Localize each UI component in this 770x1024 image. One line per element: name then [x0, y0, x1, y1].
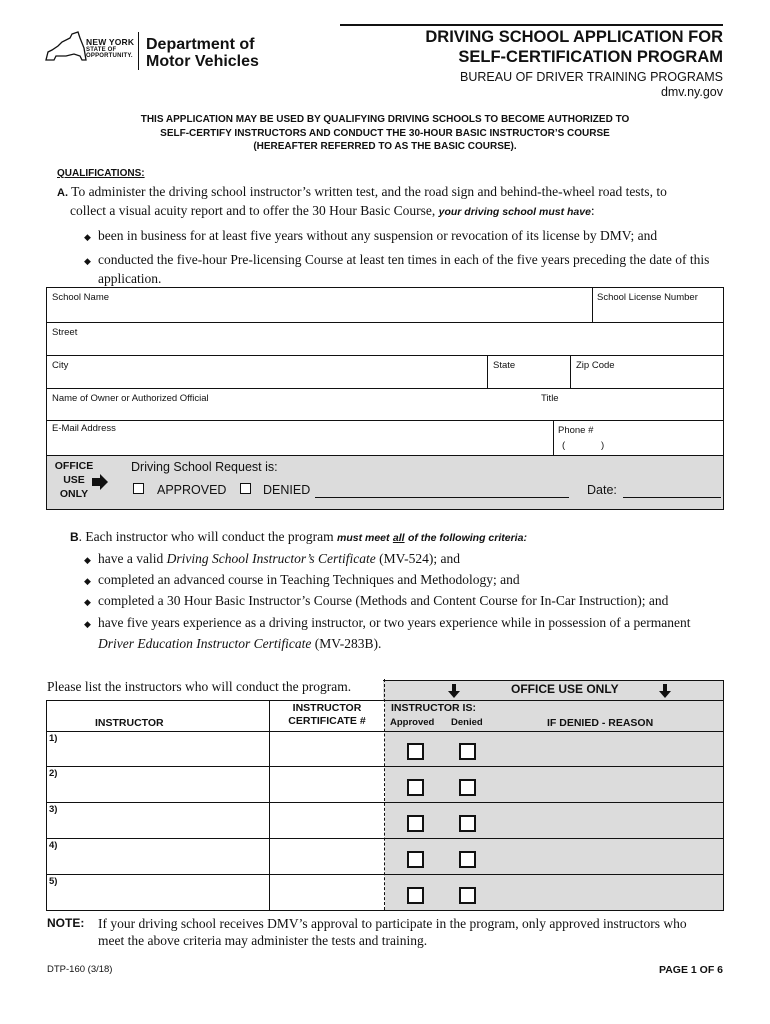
diamond-bullet-icon: ◆ — [84, 232, 91, 242]
new-york-state-map-icon — [44, 30, 88, 64]
diamond-bullet-icon: ◆ — [84, 619, 91, 629]
form-id: DTP-160 (3/18) — [47, 964, 113, 975]
logo-dmv-name: Department of Motor Vehicles — [146, 36, 259, 70]
page-title: DRIVING SCHOOL APPLICATION FOR SELF-CERTIFICATION PROGRAM — [425, 28, 723, 66]
denied-label: DENIED — [263, 483, 311, 497]
qualification-a: A. To administer the driving school instructor’s written test, and the road sign and behind-the-wheel road tests, to collect a visual acuity report and to offer the 30 Hour Basic Course, your driving school must have: — [57, 184, 667, 218]
qualification-a-bullet-2: ◆ conducted the five-hour Pre-licensing Course at least ten times in each of the five years preceding the date of this application. — [84, 252, 710, 286]
note-text: If your driving school receives DMV’s approval to participate in the program, only approved instructors who meet the above criteria may administer the tests and training. — [98, 916, 687, 948]
instructor-table — [46, 700, 724, 911]
office-use-label: OFFICE USE ONLY — [54, 460, 94, 500]
website-link[interactable]: dmv.ny.gov — [660, 85, 723, 99]
col-certificate: INSTRUCTOR CERTIFICATE # — [288, 702, 366, 727]
denied-reason-line[interactable] — [315, 497, 569, 498]
office-use-title: OFFICE USE ONLY — [511, 682, 619, 696]
street-field[interactable]: Street — [52, 327, 78, 338]
request-label: Driving School Request is: — [131, 460, 278, 474]
denied-checkbox[interactable] — [240, 483, 251, 494]
zip-code-field[interactable]: Zip Code — [576, 360, 615, 371]
approved-label: APPROVED — [157, 483, 227, 497]
bureau-name: BUREAU OF DRIVER TRAINING PROGRAMS — [460, 70, 723, 84]
approved-checkbox[interactable] — [133, 483, 144, 494]
office-use-row — [47, 456, 723, 509]
col-status: INSTRUCTOR IS: — [391, 702, 476, 714]
logo-state-text: NEW YORK STATE OF OPPORTUNITY. — [86, 37, 135, 59]
approved-checkbox-1[interactable] — [407, 743, 424, 760]
diamond-bullet-icon: ◆ — [84, 555, 91, 565]
col-reason: IF DENIED - REASON — [547, 717, 654, 729]
qualification-b-bullet-3: ◆ completed a 30 Hour Basic Instructor’s Course (Methods and Content Course for In-Car Instruction); and — [84, 592, 724, 611]
table-row[interactable]: 3) — [49, 804, 58, 815]
row-owner — [47, 389, 723, 421]
page-number: PAGE 1 OF 6 — [659, 964, 723, 976]
qualifications-heading: QUALIFICATIONS: — [57, 168, 145, 179]
arrow-down-icon — [448, 684, 460, 698]
state-field[interactable]: State — [493, 360, 516, 371]
intro-statement: THIS APPLICATION MAY BE USED BY QUALIFYING DRIVING SCHOOLS TO BECOME AUTHORIZED TO SELF-CERTIFY INSTRUCTORS AND CONDUCT THE 30-HOUR BASIC INSTRUCTOR’S COURSE (HEREAFTER REFERRED TO AS THE BASIC COURSE). — [140, 114, 630, 152]
owner-name-field[interactable]: Name of Owner or Authorized Official — [52, 393, 209, 404]
date-label: Date: — [587, 483, 617, 497]
table-row[interactable]: 2) — [49, 768, 58, 779]
diamond-bullet-icon: ◆ — [84, 256, 91, 266]
diamond-bullet-icon: ◆ — [84, 576, 91, 586]
qualification-b-bullet-1: ◆ have a valid Driving School Instructor’s Certificate (MV-524); and — [84, 550, 724, 569]
arrow-right-icon — [91, 474, 109, 490]
approved-checkbox-4[interactable] — [407, 851, 424, 868]
denied-checkbox-4[interactable] — [459, 851, 476, 868]
denied-checkbox-5[interactable] — [459, 887, 476, 904]
arrow-down-icon — [659, 684, 671, 698]
row-city — [47, 356, 723, 389]
qualification-a-bullet-1: ◆ been in business for at least five years without any suspension or revocation of its license by DMV; and — [84, 227, 724, 246]
logo-divider — [138, 32, 139, 70]
instructor-prompt: Please list the instructors who will conduct the program. — [47, 679, 352, 694]
col-denied: Denied — [451, 717, 483, 728]
row-email: E-Mail Address Phone # ( ) — [47, 421, 723, 456]
diamond-bullet-icon: ◆ — [84, 597, 91, 607]
office-use-header — [383, 680, 724, 700]
approved-checkbox-3[interactable] — [407, 815, 424, 832]
bureau-info — [460, 70, 723, 100]
school-license-field[interactable]: School License Number — [597, 292, 698, 303]
approved-checkbox-2[interactable] — [407, 779, 424, 796]
denied-checkbox-1[interactable] — [459, 743, 476, 760]
qualification-b-bullet-4: ◆ have five years experience as a driving instructor, or two years experience while in possession of a permanent Driver Education Instructor Certificate (MV-283B). — [84, 615, 691, 651]
header-rule — [340, 24, 723, 26]
col-instructor: INSTRUCTOR — [95, 717, 164, 729]
denied-checkbox-3[interactable] — [459, 815, 476, 832]
email-field[interactable]: E-Mail Address — [52, 423, 116, 434]
table-row[interactable]: 5) — [49, 876, 58, 887]
phone-field[interactable]: Phone # — [558, 425, 594, 436]
qualification-b: B. Each instructor who will conduct the program must meet all of the following criteria: — [70, 529, 527, 544]
approved-checkbox-5[interactable] — [407, 887, 424, 904]
col-approved: Approved — [390, 717, 435, 728]
table-row[interactable]: 4) — [49, 840, 58, 851]
school-name-field[interactable]: School Name — [52, 292, 110, 303]
school-info-form — [46, 287, 724, 510]
owner-title-field[interactable]: Title — [541, 393, 559, 404]
date-line[interactable] — [623, 497, 721, 498]
note-label: NOTE: — [47, 916, 85, 930]
row-street — [47, 323, 723, 356]
denied-checkbox-2[interactable] — [459, 779, 476, 796]
row-school-name — [47, 288, 723, 323]
qualification-b-bullet-2: ◆ completed an advanced course in Teaching Techniques and Methodology; and — [84, 571, 724, 590]
table-row[interactable]: 1) — [49, 733, 58, 744]
office-use-column — [385, 701, 723, 910]
city-field[interactable]: City — [52, 360, 69, 371]
